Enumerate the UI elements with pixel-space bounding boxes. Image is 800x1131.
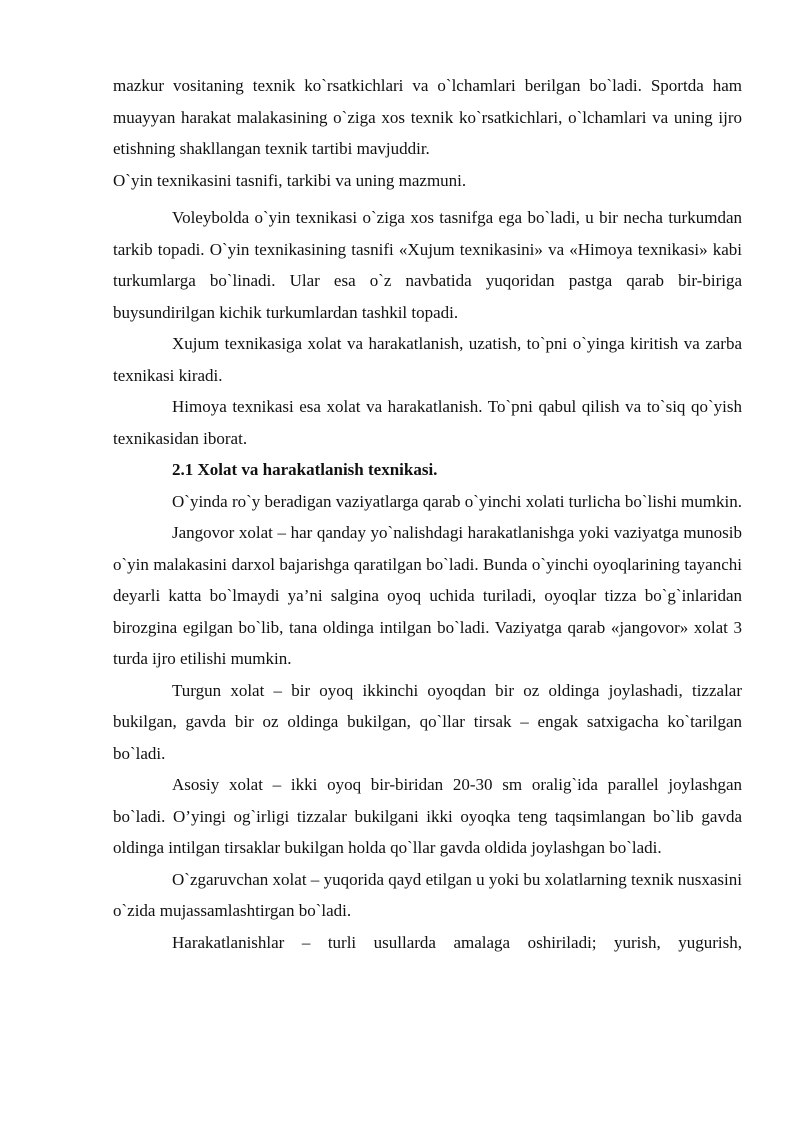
- document-page: [113, 70, 742, 958]
- section-heading: 2.1 Xolat va harakatlanish texnikasi.: [172, 460, 438, 479]
- paragraph-continuation: mazkur vositaning texnik ko`rsatkichlari va o`lchamlari berilgan bo`ladi. Sportda ham muayyan harakat malakasining o`ziga xos texnik ko`rsatkichlari, o`lchamlari va uning ijro etishning shakllangan texnik tartibi mavjuddir.: [113, 76, 742, 158]
- paragraph-movements: Harakatlanishlar – turli usullarda amalaga oshiriladi; yurish, yugurish,: [172, 932, 742, 952]
- paragraph-attack-technique: Xujum texnikasiga xolat va harakatlanish, uzatish, to`pni o`yinga kiritish va zarba texnikasi kiradi.: [113, 334, 742, 385]
- paragraph-defense-technique: Himoya texnikasi esa xolat va harakatlanish. To`pni qabul qilish va to`siq qo`yish texnikasidan iborat.: [113, 397, 742, 448]
- paragraph-player-position: O`yinda ro`y beradigan vaziyatlarga qarab o`yinchi xolati turlicha bo`lishi mumkin.: [172, 491, 742, 511]
- paragraph-combat-stance: Jangovor xolat – har qanday yo`nalishdagi harakatlanishga yoki vaziyatga munosib o`yin malakasini darxol bajarishga qaratilgan bo`ladi. Bunda o`yinchi oyoqlarining tayanchi deyarli katta bo`lmaydi ya’ni salgina oyoq uchida turiladi, oyoqlar tizza bo`g`inlaridan birozgina egilgan bo`lib, tana oldinga intilgan bo`ladi. Vaziyatga qarab «jangovor» xolat 3 turda ijro etilishi mumkin.: [113, 523, 742, 668]
- paragraph-classification: Voleybolda o`yin texnikasi o`ziga xos tasnifga ega bo`ladi, u bir necha turkumdan tarkib topadi. O`yin texnikasining tasnifi «Xujum texnikasini» va «Himoya texnikasi» kabi turkumlarga bo`linadi. Ular esa o`z navbatida yuqoridan pastga qarab bir-biriga buysundirilgan kichik turkumlardan tashkil topadi.: [113, 208, 742, 322]
- section-subtitle: O`yin texnikasini tasnifi, tarkibi va uning mazmuni.: [113, 170, 467, 190]
- paragraph-variable-stance: O`zgaruvchan xolat – yuqorida qayd etilgan u yoki bu xolatlarning texnik nusxasini o`zida mujassamlashtirgan bo`ladi.: [113, 869, 742, 920]
- paragraph-basic-stance: Asosiy xolat – ikki oyoq bir-biridan 20-30 sm oralig`ida parallel joylashgan bo`ladi. O’yingi og`irligi tizzalar bukilgani ikki oyoqka teng taqsimlangan bo`lib gavda oldinga intilgan tirsaklar bukilgan holda qo`llar gavda oldida joylashgan bo`ladi.: [113, 775, 742, 857]
- paragraph-stable-stance: Turgun xolat – bir oyoq ikkinchi oyoqdan bir oz oldinga joylashadi, tizzalar bukilgan, gavda bir oz oldinga bukilgan, qo`llar tirsak – engak satxigacha ko`tarilgan bo`ladi.: [113, 680, 742, 763]
